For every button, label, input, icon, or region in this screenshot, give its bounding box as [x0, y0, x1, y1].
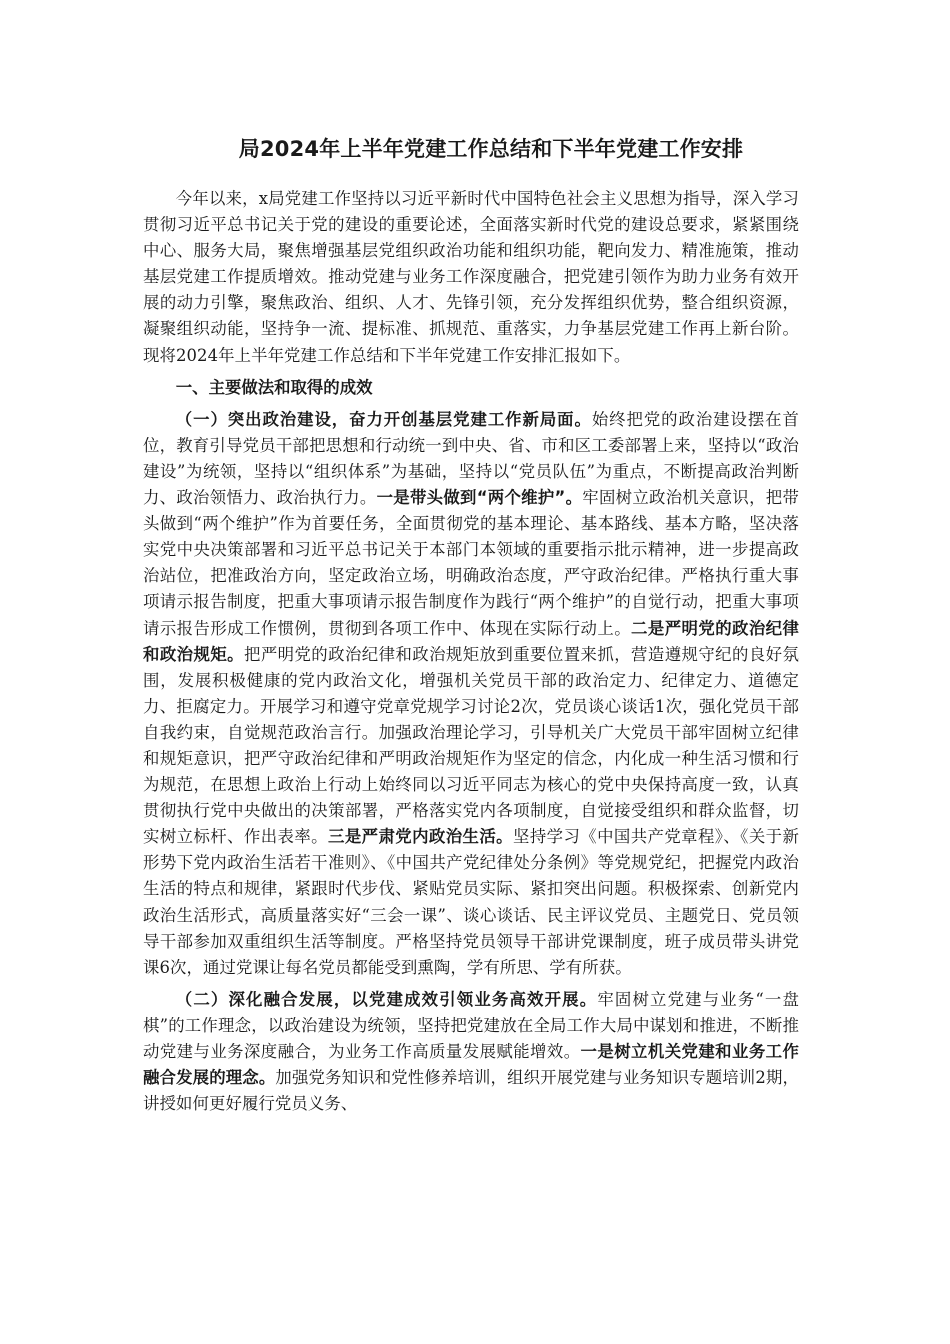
point-1-text: 牢固树立政治机关意识，把带头做到“两个维护”作为首要任务，全面贯彻党的基本理论、基本路线、基本方略，坚决落实党中央决策部署和习近平总书记关于本部门本领域的重要指示批示精神，进一步提高政治站位，把准政治方向，坚定政治立场，明确政治态度，严守政治纪律。严格执行重大事项请示报告制度，把重大事项请示报告制度作为践行“两个维护”的自觉行动，把重大事项请示报告形成工作惯例，贯彻到各项工作中、体现在实际行动上。: [143, 488, 799, 638]
subsection-1-lead: （一）突出政治建设，奋力开创基层党建工作新局面。: [175, 409, 592, 429]
point-2-heading: 二是严明党的政治纪律和政治规矩。: [143, 618, 799, 664]
document-page: [143, 132, 799, 1123]
subsection-2-point-1-text: 加强党务知识和党性修养培训，组织开展党建与业务知识专题培训2期，讲授如何更好履行党员义务、: [143, 1068, 799, 1114]
point-2-text: 把严明党的政治纪律和政治规矩放到重要位置来抓，营造遵规守纪的良好氛围，发展积极健康的党内政治文化，增强机关党员干部的政治定力、纪律定力、道德定力、拒腐定力。开展学习和遵守党章党规学习讨论2次，党员谈心谈话1次，强化党员干部自我约束，自觉规范政治言行。加强政治理论学习，引导机关广大党员干部牢固树立纪律和规矩意识，把严守政治纪律和严明政治规矩作为坚定的信念，内化成一种生活习惯和行为规范，在思想上政治上行动上始终同以习近平同志为核心的党中央保持高度一致，认真贯彻执行党中央做出的决策部署，严格落实党内各项制度，自觉接受组织和群众监督，切实树立标杆、作出表率。: [143, 644, 799, 847]
subsection-2-point-1-heading: 一是树立机关党建和业务工作融合发展的理念。: [143, 1042, 799, 1088]
point-3-text: 坚持学习《中国共产党章程》、《关于新形势下党内政治生活若干准则》、《中国共产党纪律处分条例》等党规党纪，把握党内政治生活的特点和规律，紧跟时代步伐、紧贴党员实际、紧扣突出问题。积极探索、创新党内政治生活形式，高质量落实好“三会一课”、谈心谈话、民主评议党员、主题党日、党员领导干部参加双重组织生活等制度。严格坚持党员领导干部讲党课制度，班子成员带头讲党课6次，通过党课让每名党员都能受到熏陶，学有所思、学有所获。: [143, 827, 799, 977]
document-title: 局2024年上半年党建工作总结和下半年党建工作安排: [238, 137, 744, 161]
subsection-1-paragraph: [143, 407, 799, 981]
point-1-heading: 一是带头做到“两个维护”。: [376, 488, 583, 508]
intro-paragraph: 今年以来，x局党建工作坚持以习近平新时代中国特色社会主义思想为指导，深入学习贯彻习近平总书记关于党的建设的重要论述，全面落实新时代党的建设总要求，紧紧围绕中心、服务大局，聚焦增强基层党组织政治功能和组织功能，靶向发力、精准施策，推动基层党建工作提质增效。推动党建与业务工作深度融合，把党建引领作为助力业务有效开展的动力引擎，聚焦政治、组织、人才、先锋引领，充分发挥组织优势，整合组织资源，凝聚组织动能，坚持争一流、提标准、抓规范、重落实，力争基层党建工作再上新台阶。现将2024年上半年党建工作总结和下半年党建工作安排汇报如下。: [143, 189, 799, 365]
subsection-1-text: 始终把党的政治建设摆在首位，教育引导党员干部把思想和行动统一到中央、省、市和区工委部署上来，坚持以“政治建设”为统领，坚持以“组织体系”为基础，坚持以“党员队伍”为重点，不断提高政治判断力、政治领悟力、政治执行力。: [143, 409, 799, 508]
subsection-2-lead: （二）深化融合发展，以党建成效引领业务高效开展。: [175, 989, 598, 1009]
subsection-2-text: 牢固树立党建与业务“一盘棋”的工作理念，以政治建设为统领，坚持把党建放在全局工作大局中谋划和推进，不断推动党建与业务深度融合，为业务工作高质量发展赋能增效。: [143, 989, 799, 1061]
subsection-2-paragraph: [143, 987, 799, 1117]
section-heading: 一、主要做法和取得的成效: [175, 377, 373, 397]
point-3-heading: 三是严肃党内政治生活。: [328, 827, 513, 847]
